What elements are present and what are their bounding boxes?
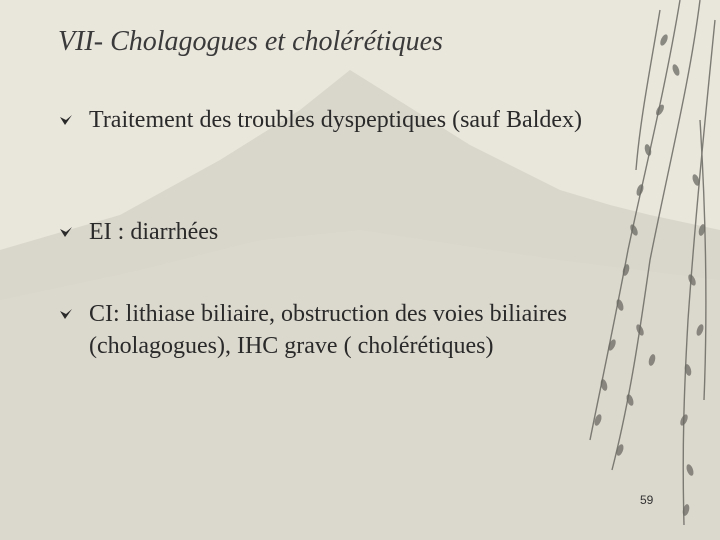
bullet-item (58, 216, 648, 248)
bullet-item (58, 298, 648, 362)
bullet-text: EI : diarrhées (89, 219, 219, 245)
checkmark-arrow-icon (58, 224, 74, 240)
bullet-text: Traitement des troubles dyspeptiques (sauf Baldex) (89, 107, 583, 133)
slide-title: VII- Cholagogues et cholérétiques (58, 26, 443, 57)
page-number: 59 (640, 493, 654, 507)
bullet-item (58, 104, 648, 136)
checkmark-arrow-icon (58, 306, 74, 322)
checkmark-arrow-icon (58, 112, 74, 128)
bullet-text: CI: lithiase biliaire, obstruction des voies biliaires (cholagogues), IHC grave ( cholérétiques) (89, 301, 567, 359)
